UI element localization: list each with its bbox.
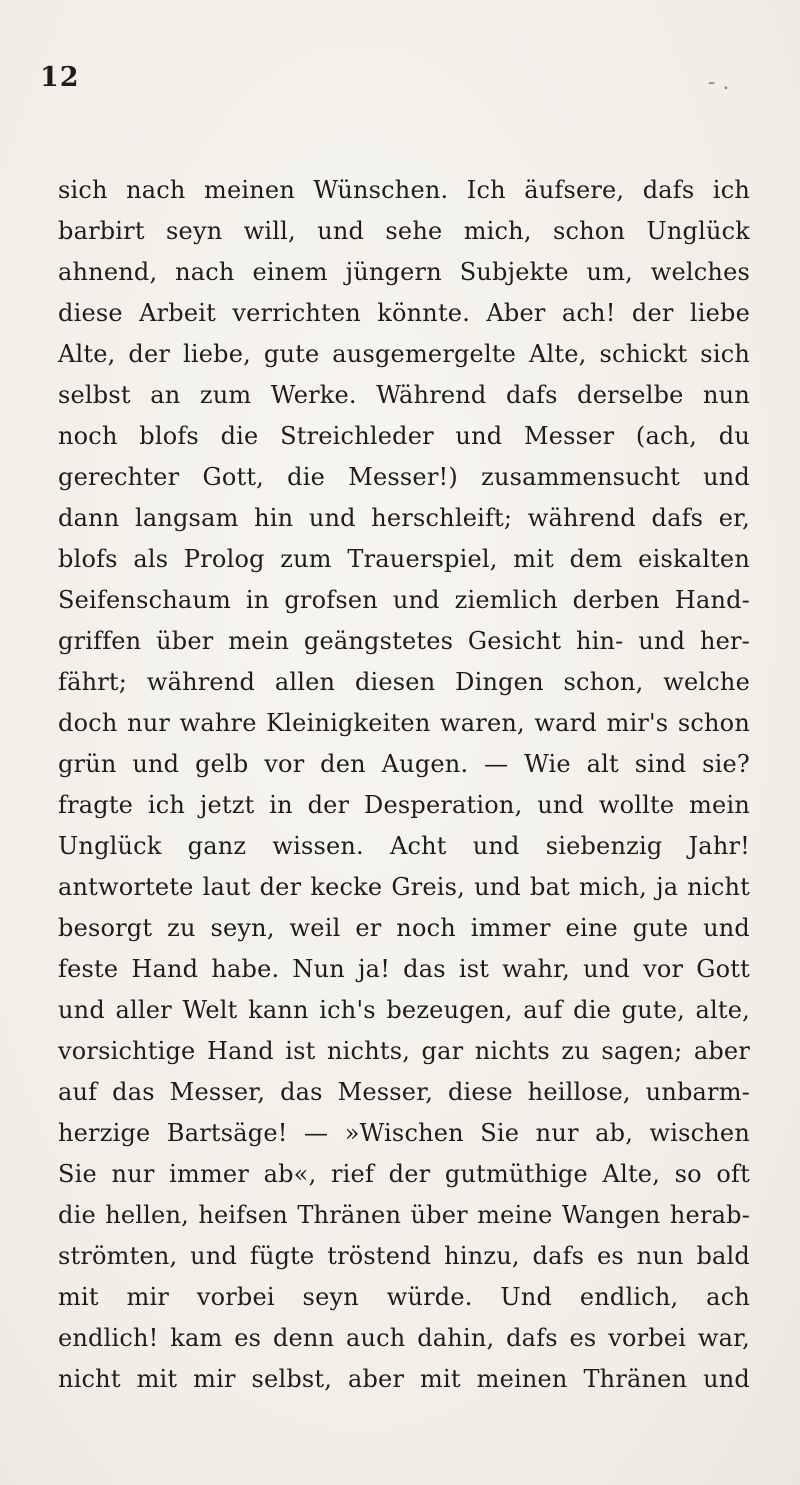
text-line: grün und gelb vor den Augen. — Wie alt sind sie? [58, 750, 750, 778]
text-line: diese Arbeit verrichten könnte. Aber ach! der liebe [58, 299, 750, 327]
text-line: dann langsam hin und herschleift; während dafs er, [58, 504, 750, 532]
text-line: blofs als Prolog zum Trauerspiel, mit dem eiskalten [58, 545, 750, 573]
text-line: nicht mit mir selbst, aber mit meinen Thränen und [58, 1365, 750, 1393]
text-line: noch blofs die Streichleder und Messer (ach, du [58, 422, 750, 450]
text-line: doch nur wahre Kleinigkeiten waren, ward mir's schon [58, 709, 750, 737]
body-text [58, 170, 750, 1400]
text-line: Sie nur immer ab«, rief der gutmüthige Alte, so oft [58, 1160, 750, 1188]
text-line: die hellen, heifsen Thränen über meine Wangen herab- [58, 1201, 750, 1229]
text-line: barbirt seyn will, und sehe mich, schon Unglück [58, 217, 750, 245]
text-line: feste Hand habe. Nun ja! das ist wahr, und vor Gott [58, 955, 750, 983]
text-line: sich nach meinen Wünschen. Ich äufsere, dafs ich [58, 176, 750, 204]
text-line: fragte ich jetzt in der Desperation, und wollte mein [58, 791, 750, 819]
corner-mark: - . [708, 70, 730, 95]
text-line: antwortete laut der kecke Greis, und bat mich, ja nicht [58, 873, 750, 901]
text-line: selbst an zum Werke. Während dafs derselbe nun [58, 381, 750, 409]
text-line: gerechter Gott, die Messer!) zusammensucht und [58, 463, 750, 491]
text-line: endlich! kam es denn auch dahin, dafs es vorbei war, [58, 1324, 750, 1352]
page-number: 12 [40, 62, 80, 93]
text-line: Alte, der liebe, gute ausgemergelte Alte, schickt sich [58, 340, 750, 368]
text-line: mit mir vorbei seyn würde. Und endlich, ach [58, 1283, 750, 1311]
text-line: Seifenschaum in grofsen und ziemlich derben Hand- [58, 586, 750, 614]
text-line: vorsichtige Hand ist nichts, gar nichts zu sagen; aber [58, 1037, 750, 1065]
text-line: auf das Messer, das Messer, diese heillose, unbarm- [58, 1078, 750, 1106]
text-line: strömten, und fügte tröstend hinzu, dafs es nun bald [58, 1242, 750, 1270]
text-line: fährt; während allen diesen Dingen schon, welche [58, 668, 750, 696]
text-line: ahnend, nach einem jüngern Subjekte um, welches [58, 258, 750, 286]
text-line: griffen über mein geängstetes Gesicht hin- und her- [58, 627, 750, 655]
text-line: und aller Welt kann ich's bezeugen, auf die gute, alte, [58, 996, 750, 1024]
text-line: besorgt zu seyn, weil er noch immer eine gute und [58, 914, 750, 942]
text-line: Unglück ganz wissen. Acht und siebenzig Jahr! [58, 832, 750, 860]
text-line: herzige Bartsäge! — »Wischen Sie nur ab, wischen [58, 1119, 750, 1147]
